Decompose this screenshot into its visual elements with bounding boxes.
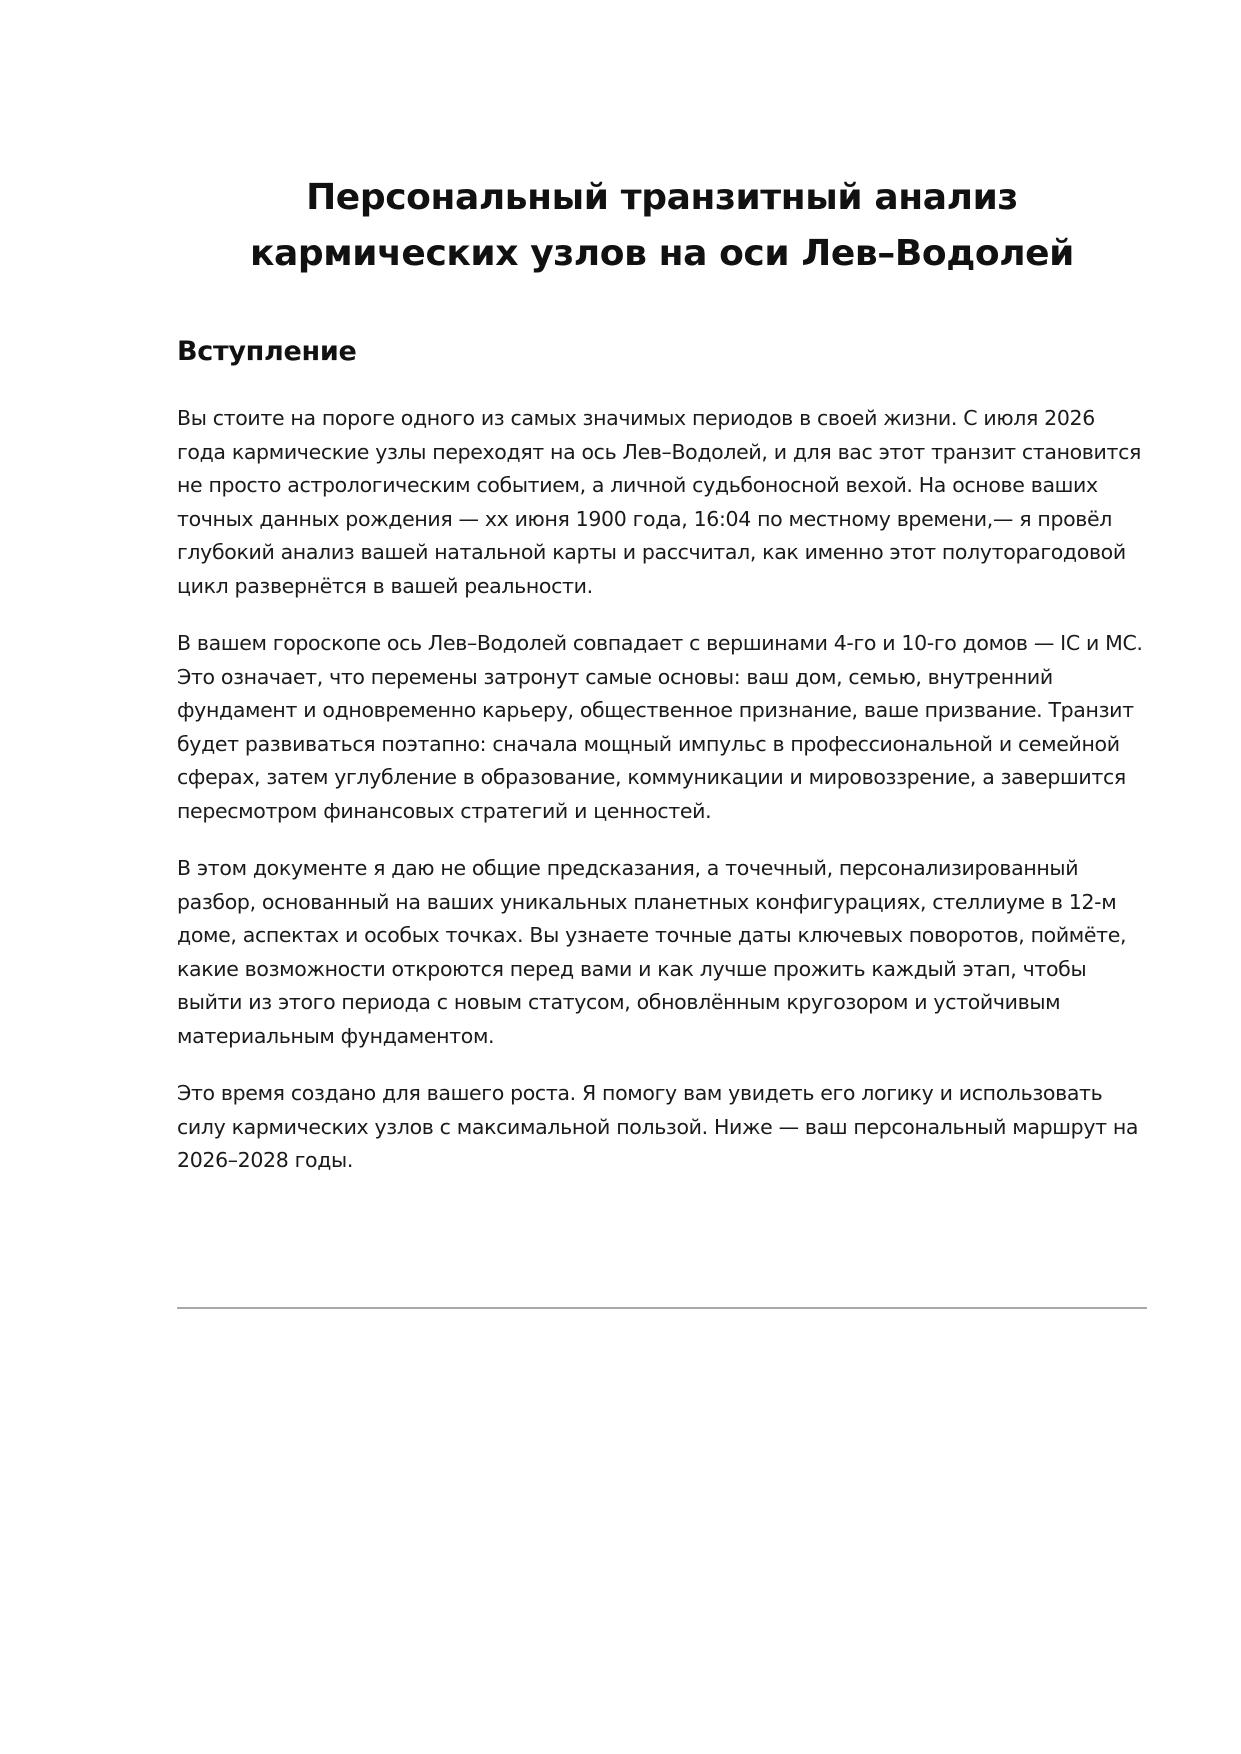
paragraph-4: Это время создано для вашего роста. Я помогу вам увидеть его логику и использовать силу кармических узлов с максимальной пользой. Ниже — ваш персональный маршрут на 2026–2028 годы.	[177, 1081, 1139, 1172]
paragraph-2: В вашем гороскопе ось Лев–Водолей совпадает с вершинами 4-го и 10-го домов — IC и MC. Это означает, что перемены затронут самые основы: ваш дом, семью, внутренний фундамент и одновременно карьеру, общественное признание, ваше призвание. Транзит будет развиваться поэтапно: сначала мощный импульс в профессиональной и семейной сферах, затем углубление в образование, коммуникации и мировоззрение, а завершится пересмотром финансовых стратегий и ценностей.	[177, 631, 1143, 823]
document-title	[177, 170, 1147, 282]
introduction-body	[177, 402, 1147, 1202]
paragraph-3: В этом документе я даю не общие предсказания, а точечный, персонализированный разбор, основанный на ваших уникальных планетных конфигурациях, стеллиуме в 12-м доме, аспектах и особых точках. Вы узнаете точные даты ключевых поворотов, поймёте, какие возможности откроются перед вами и как лучше прожить каждый этап, чтобы выйти из этого периода с новым статусом, обновлённым кругозором и устойчивым материальным фундаментом.	[177, 856, 1127, 1048]
section-divider	[177, 1307, 1147, 1309]
section-heading-introduction: Вступление	[177, 336, 357, 367]
document-title-line-2: кармических узлов на оси Лев–Водолей	[249, 233, 1075, 274]
paragraph-1: Вы стоите на пороге одного из самых значимых периодов в своей жизни. С июля 2026 года кармические узлы переходят на ось Лев–Водолей, и для вас этот транзит становится не просто астрологическим событием, а личной судьбоносной вехой. На основе ваших точных данных рождения — xx июня 1900 года, 16:04 по местному времени,— я провёл глубокий анализ вашей натальной карты и рассчитал, как именно этот полуторагодовой цикл развернётся в вашей реальности.	[177, 406, 1142, 598]
document-title-line-1: Персональный транзитный анализ	[306, 177, 1018, 218]
